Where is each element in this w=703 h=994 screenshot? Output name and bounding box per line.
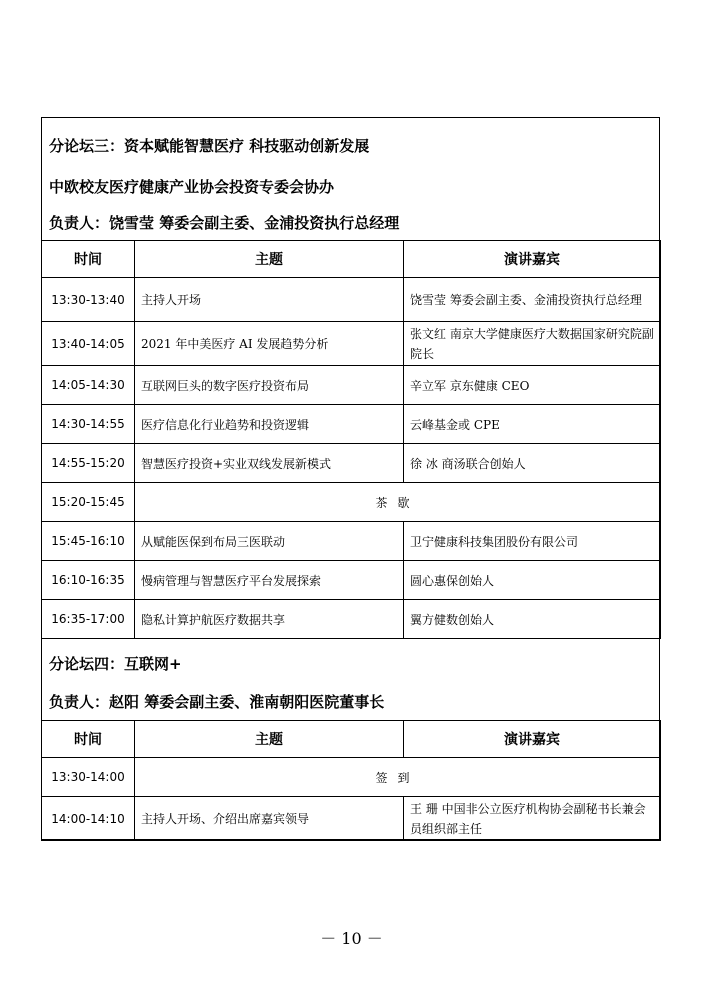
table-row: [42, 322, 661, 366]
header-topic: 主题: [135, 721, 404, 758]
row-time: 14:05-14:30: [42, 366, 135, 405]
table-row: [42, 278, 661, 322]
row-speaker: 翼方健数创始人: [404, 600, 661, 639]
row-time: 13:40-14:05: [42, 322, 135, 366]
table-row: [42, 405, 661, 444]
row-time: 16:35-17:00: [42, 600, 135, 639]
row-speaker: 云峰基金或 CPE: [404, 405, 661, 444]
table-header-row: [42, 721, 661, 758]
row-speaker: 王 珊 中国非公立医疗机构协会副秘书长兼会员组织部主任: [404, 797, 661, 841]
forum3-title: 分论坛三：资本赋能智慧医疗 科技驱动创新发展: [49, 137, 370, 155]
table-row: [42, 366, 661, 405]
row-topic: 2021 年中美医疗 AI 发展趋势分析: [135, 322, 404, 366]
header-time: 时间: [42, 241, 135, 278]
row-time: 13:30-14:00: [42, 758, 135, 797]
table-row: [42, 483, 661, 522]
row-topic: 从赋能医保到布局三医联动: [135, 522, 404, 561]
row-speaker: 饶雪莹 筹委会副主委、金浦投资执行总经理: [404, 278, 661, 322]
row-topic: 医疗信息化行业趋势和投资逻辑: [135, 405, 404, 444]
forum4-lead: 负责人：赵阳 筹委会副主委、淮南朝阳医院董事长: [49, 693, 385, 711]
row-time: 16:10-16:35: [42, 561, 135, 600]
table-row: [42, 561, 661, 600]
break-cell: 茶歇: [135, 483, 661, 522]
checkin-cell: 签到: [135, 758, 661, 797]
header-speaker: 演讲嘉宾: [404, 721, 661, 758]
row-time: 15:20-15:45: [42, 483, 135, 522]
row-topic: 隐私计算护航医疗数据共享: [135, 600, 404, 639]
row-time: 14:55-15:20: [42, 444, 135, 483]
row-topic: 互联网巨头的数字医疗投资布局: [135, 366, 404, 405]
table-row: [42, 522, 661, 561]
row-topic: 主持人开场、介绍出席嘉宾领导: [135, 797, 404, 841]
table-row: [42, 797, 661, 841]
table-header-row: [42, 241, 661, 278]
header-topic: 主题: [135, 241, 404, 278]
table-row: [42, 600, 661, 639]
row-speaker: 徐 冰 商汤联合创始人: [404, 444, 661, 483]
row-speaker: 辛立军 京东健康 CEO: [404, 366, 661, 405]
header-speaker: 演讲嘉宾: [404, 241, 661, 278]
row-topic: 智慧医疗投资+实业双线发展新模式: [135, 444, 404, 483]
forum4-table: [41, 720, 661, 841]
row-time: 15:45-16:10: [42, 522, 135, 561]
page-number: － 10 －: [320, 929, 383, 948]
row-speaker: 圆心惠保创始人: [404, 561, 661, 600]
row-speaker: 张文红 南京大学健康医疗大数据国家研究院副院长: [404, 322, 661, 366]
forum3-table: [41, 240, 661, 639]
forum3-organizer: 中欧校友医疗健康产业协会投资专委会协办: [49, 178, 335, 196]
forum3-lead: 负责人：饶雪莹 筹委会副主委、金浦投资执行总经理: [49, 214, 400, 232]
row-topic: 主持人开场: [135, 278, 404, 322]
row-speaker: 卫宁健康科技集团股份有限公司: [404, 522, 661, 561]
table-row: [42, 444, 661, 483]
header-time: 时间: [42, 721, 135, 758]
table-row: [42, 758, 661, 797]
schedule-frame: [41, 117, 660, 840]
row-time: 14:00-14:10: [42, 797, 135, 841]
forum4-title: 分论坛四：互联网+: [49, 655, 182, 673]
row-time: 13:30-13:40: [42, 278, 135, 322]
row-time: 14:30-14:55: [42, 405, 135, 444]
row-topic: 慢病管理与智慧医疗平台发展探索: [135, 561, 404, 600]
